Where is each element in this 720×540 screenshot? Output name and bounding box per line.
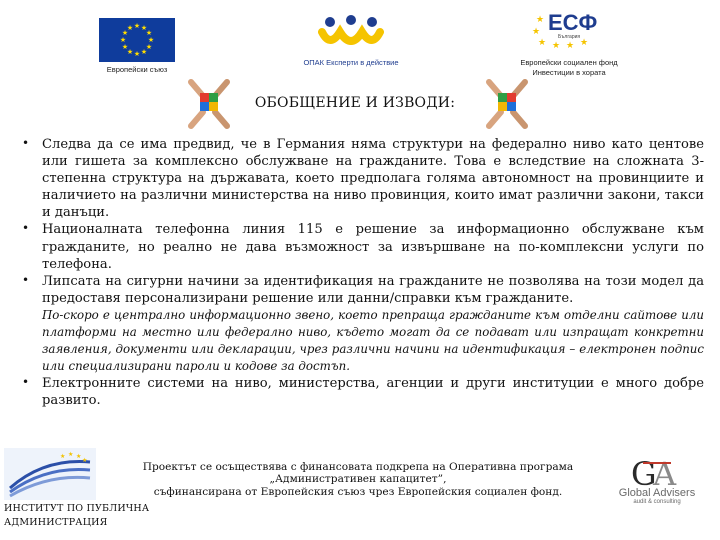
svg-text:★: ★ bbox=[140, 24, 148, 32]
svg-text:★: ★ bbox=[551, 41, 561, 48]
ipa-name-line1: ИНСТИТУТ ПО ПУБЛИЧНА bbox=[4, 503, 150, 514]
footer-line2: „Административен капацитет”, bbox=[269, 473, 447, 486]
ga-logo bbox=[614, 455, 700, 505]
svg-text:★: ★ bbox=[579, 38, 589, 48]
list-item bbox=[22, 273, 704, 375]
svg-text:★: ★ bbox=[145, 29, 153, 37]
bullet-icon: • bbox=[22, 136, 30, 150]
svg-text:★: ★ bbox=[60, 453, 66, 460]
esf-caption-line2: Инвестиции в хората bbox=[532, 68, 606, 77]
footer-line3: съфинансирана от Европейския съюз чрез Европейския социален фонд. bbox=[153, 485, 563, 498]
svg-text:★: ★ bbox=[133, 50, 141, 58]
svg-text:★: ★ bbox=[68, 451, 74, 458]
footer-line1: Проектът се осъществява с финансовата подкрепа на Оперативна програма bbox=[142, 461, 574, 473]
puzzle-hands-icon bbox=[183, 78, 235, 130]
ga-name: Global Advisers bbox=[618, 487, 696, 499]
svg-text:★: ★ bbox=[82, 457, 88, 464]
esf-logo-text: ЕСФ bbox=[548, 10, 598, 35]
svg-text:★: ★ bbox=[145, 43, 153, 51]
svg-text:★: ★ bbox=[147, 36, 155, 44]
esf-caption-line1: Европейски социален фонд bbox=[520, 58, 618, 67]
opak-caption: ОПАК Експерти в действие bbox=[303, 58, 399, 67]
esf-logo-country: България bbox=[558, 34, 581, 40]
bullet-text: Националната телефонна линия 115 е решение за информационно обслужване към гражданите, но реално не дава възможност за извършване на по-комплексни услуги по телефона. bbox=[42, 222, 704, 272]
svg-text:★: ★ bbox=[119, 36, 127, 44]
svg-text:G: G bbox=[631, 455, 657, 489]
opak-logo bbox=[286, 14, 416, 67]
esf-logo bbox=[510, 8, 628, 77]
svg-text:★: ★ bbox=[565, 41, 575, 48]
svg-text:★: ★ bbox=[126, 24, 134, 32]
bullet-icon: • bbox=[22, 374, 30, 389]
ga-logo-icon bbox=[627, 455, 687, 489]
puzzle-hands-icon bbox=[481, 78, 533, 130]
ga-subtitle: audit & consulting bbox=[633, 499, 681, 505]
bullet-text: Електронните системи на ниво, министерства, агенции и други институции е много добре развито. bbox=[42, 375, 704, 409]
footer-funding-text bbox=[118, 461, 598, 498]
opak-logo-icon bbox=[318, 14, 384, 52]
eu-caption: Европейски съюз bbox=[106, 65, 168, 74]
svg-text:★: ★ bbox=[535, 15, 545, 25]
svg-text:A: A bbox=[653, 455, 677, 489]
bullet-list bbox=[22, 136, 704, 409]
list-item bbox=[22, 221, 704, 272]
svg-text:★: ★ bbox=[133, 22, 141, 30]
svg-text:★: ★ bbox=[121, 29, 129, 37]
bullet-text: Липсата на сигурни начини за идентификация на гражданите не позволява на този модел да предоставя персонализирани решение или данни/справки към гражданите. bbox=[42, 273, 704, 306]
bullet-note: По-скоро е централно информационно звено, което препраща гражданите към отделни сайтове или платформи на местно или федерално ниво, където могат да се подават или изпращат конкретни заявления, документи или декларации, чрез различни начини на идентификация – електронен подпис или специализирани пароли и кодове за достъп. bbox=[42, 307, 704, 373]
bullet-icon: • bbox=[22, 221, 30, 236]
svg-text:★: ★ bbox=[76, 453, 82, 460]
list-item bbox=[22, 136, 704, 221]
svg-text:★: ★ bbox=[531, 27, 541, 37]
esf-logo-icon bbox=[510, 8, 628, 48]
eu-logo bbox=[97, 18, 177, 74]
eu-flag-icon bbox=[99, 18, 175, 62]
list-item bbox=[22, 375, 704, 409]
svg-text:★: ★ bbox=[126, 48, 134, 56]
bullet-icon: • bbox=[22, 272, 30, 287]
svg-text:★: ★ bbox=[140, 48, 148, 56]
page-title: ОБОБЩЕНИЕ И ИЗВОДИ: bbox=[254, 95, 456, 111]
ipa-name-line2: АДМИНИСТРАЦИЯ bbox=[4, 517, 108, 528]
svg-text:★: ★ bbox=[537, 38, 547, 48]
bullet-text: Следва да се има предвид, че в Германия няма структури на федерално ниво като центове или гишета за комплексно обслужване на гражданите. Това е вследствие на сложната 3-степенна структура на държавата, което предполага голяма автономност на провинциите и наличието на различни министерства на ниво провинция, които имат различни закони, такси и данъци. bbox=[42, 137, 704, 221]
svg-text:★: ★ bbox=[121, 43, 129, 51]
ipa-logo-icon bbox=[4, 448, 96, 500]
